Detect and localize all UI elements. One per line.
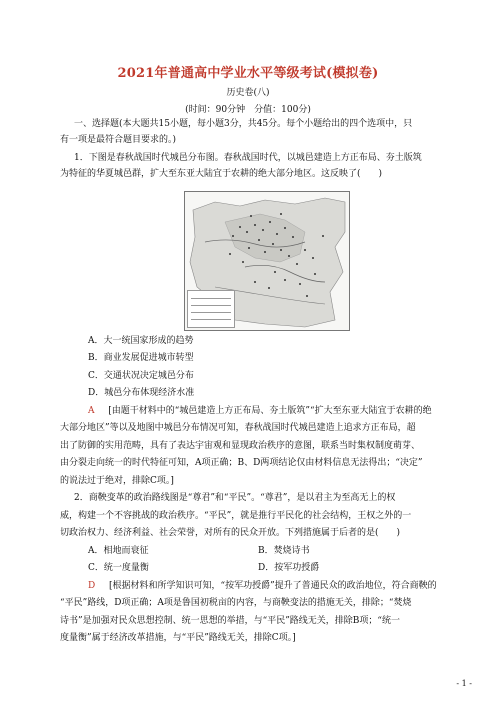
answer-letter: A <box>88 406 95 416</box>
option-d: D．城邑分布体现经济水准 <box>88 388 195 398</box>
answer-letter: D <box>88 581 96 591</box>
doc-subtitle: 历史卷(八) <box>226 88 270 98</box>
city-distribution-map <box>184 191 350 331</box>
option-c: C．统一度量衡 <box>88 563 149 573</box>
page-number: - 1 - <box>456 679 472 688</box>
option-d: D．按军功授爵 <box>258 563 320 573</box>
doc-title: 2021年普通高中学业水平等级考试(模拟卷) <box>117 66 379 81</box>
time-score: (时间：90分钟 分值：100分) <box>185 105 311 115</box>
option-b: B．商业发展促进城市转型 <box>88 353 194 363</box>
map-legend <box>187 290 235 328</box>
option-a: A．大一统国家形成的趋势 <box>88 336 194 346</box>
option-c: C．交通状况决定城邑分布 <box>88 371 194 381</box>
option-a: A．相地而衰征 <box>88 546 149 556</box>
option-b: B．焚烧诗书 <box>258 546 310 556</box>
